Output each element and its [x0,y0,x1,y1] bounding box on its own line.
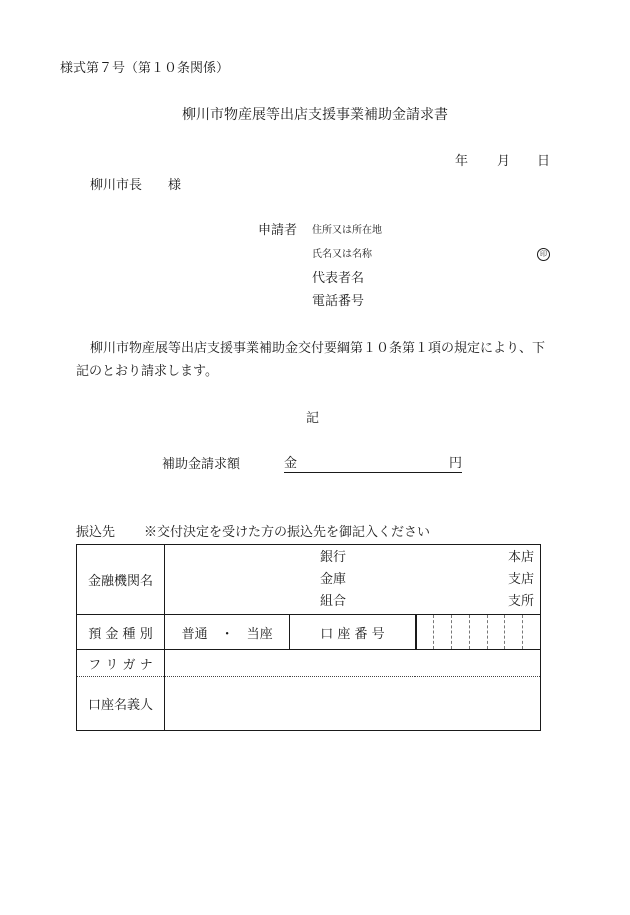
transfer-label: 振込先 [76,525,116,540]
account-digit-box[interactable] [469,615,487,649]
amount-prefix: 金 [284,456,298,471]
amount-suffix: 円 [448,456,462,471]
amount-label: 補助金請求額 [162,457,241,472]
institution-label: 金融機関名 [77,545,165,615]
date-day: 日 [537,154,551,169]
body-text-line-1: 柳川市物産展等出店支援事業補助金交付要綱第１０条第１項の規定により、下 [90,341,546,356]
applicant-address-label: 住所又は所在地 [312,225,382,236]
addressee: 柳川市長 様 [90,178,182,193]
account-digit-box[interactable] [487,615,505,649]
holder-field[interactable] [165,677,541,731]
table-row [77,615,541,650]
seal-mark: 印 [537,248,550,261]
deposit-type-options[interactable]: 普通 ・ 当座 [165,615,290,650]
account-digit-box[interactable] [451,615,469,649]
holder-label: 口座名義人 [77,677,165,731]
body-text-line-2: 記のとおり請求します。 [76,364,218,379]
institution-type-bank: 銀行 [320,549,347,565]
account-number-field[interactable] [415,615,540,650]
institution-type-kinko: 金庫 [320,571,347,587]
account-number-label: 口 座 番 号 [290,615,415,650]
deposit-type-label: 預 金 種 別 [77,615,165,650]
branch-type-branch: 支店 [507,571,534,587]
branch-type-office: 支所 [507,593,534,609]
bank-table [76,544,541,731]
institution-field[interactable] [165,545,541,615]
table-row [77,677,541,731]
applicant-label: 申請者 [258,223,298,238]
representative-label: 代表者名 [312,271,365,286]
account-digit-box[interactable] [433,615,451,649]
account-digit-box[interactable] [522,615,540,649]
furigana-field[interactable] [165,650,541,677]
amount-field[interactable] [284,457,462,473]
table-row [77,650,541,677]
institution-type-kumiai: 組合 [320,593,347,609]
form-number: 様式第７号（第１０条関係） [60,61,230,76]
account-digit-box[interactable] [504,615,522,649]
branch-type-main: 本店 [507,549,534,565]
date-year: 年 [455,154,469,169]
applicant-name-label: 氏名又は名称 [312,249,372,260]
table-row [77,545,541,615]
phone-label: 電話番号 [312,294,365,309]
note-mark: 記 [306,411,320,426]
transfer-note: ※交付決定を受けた方の振込先を御記入ください [144,525,431,540]
document-title: 柳川市物産展等出店支援事業補助金請求書 [182,107,448,123]
date-month: 月 [497,154,511,169]
account-digit-box[interactable] [416,615,434,649]
furigana-label: フ リ ガ ナ [77,650,165,677]
